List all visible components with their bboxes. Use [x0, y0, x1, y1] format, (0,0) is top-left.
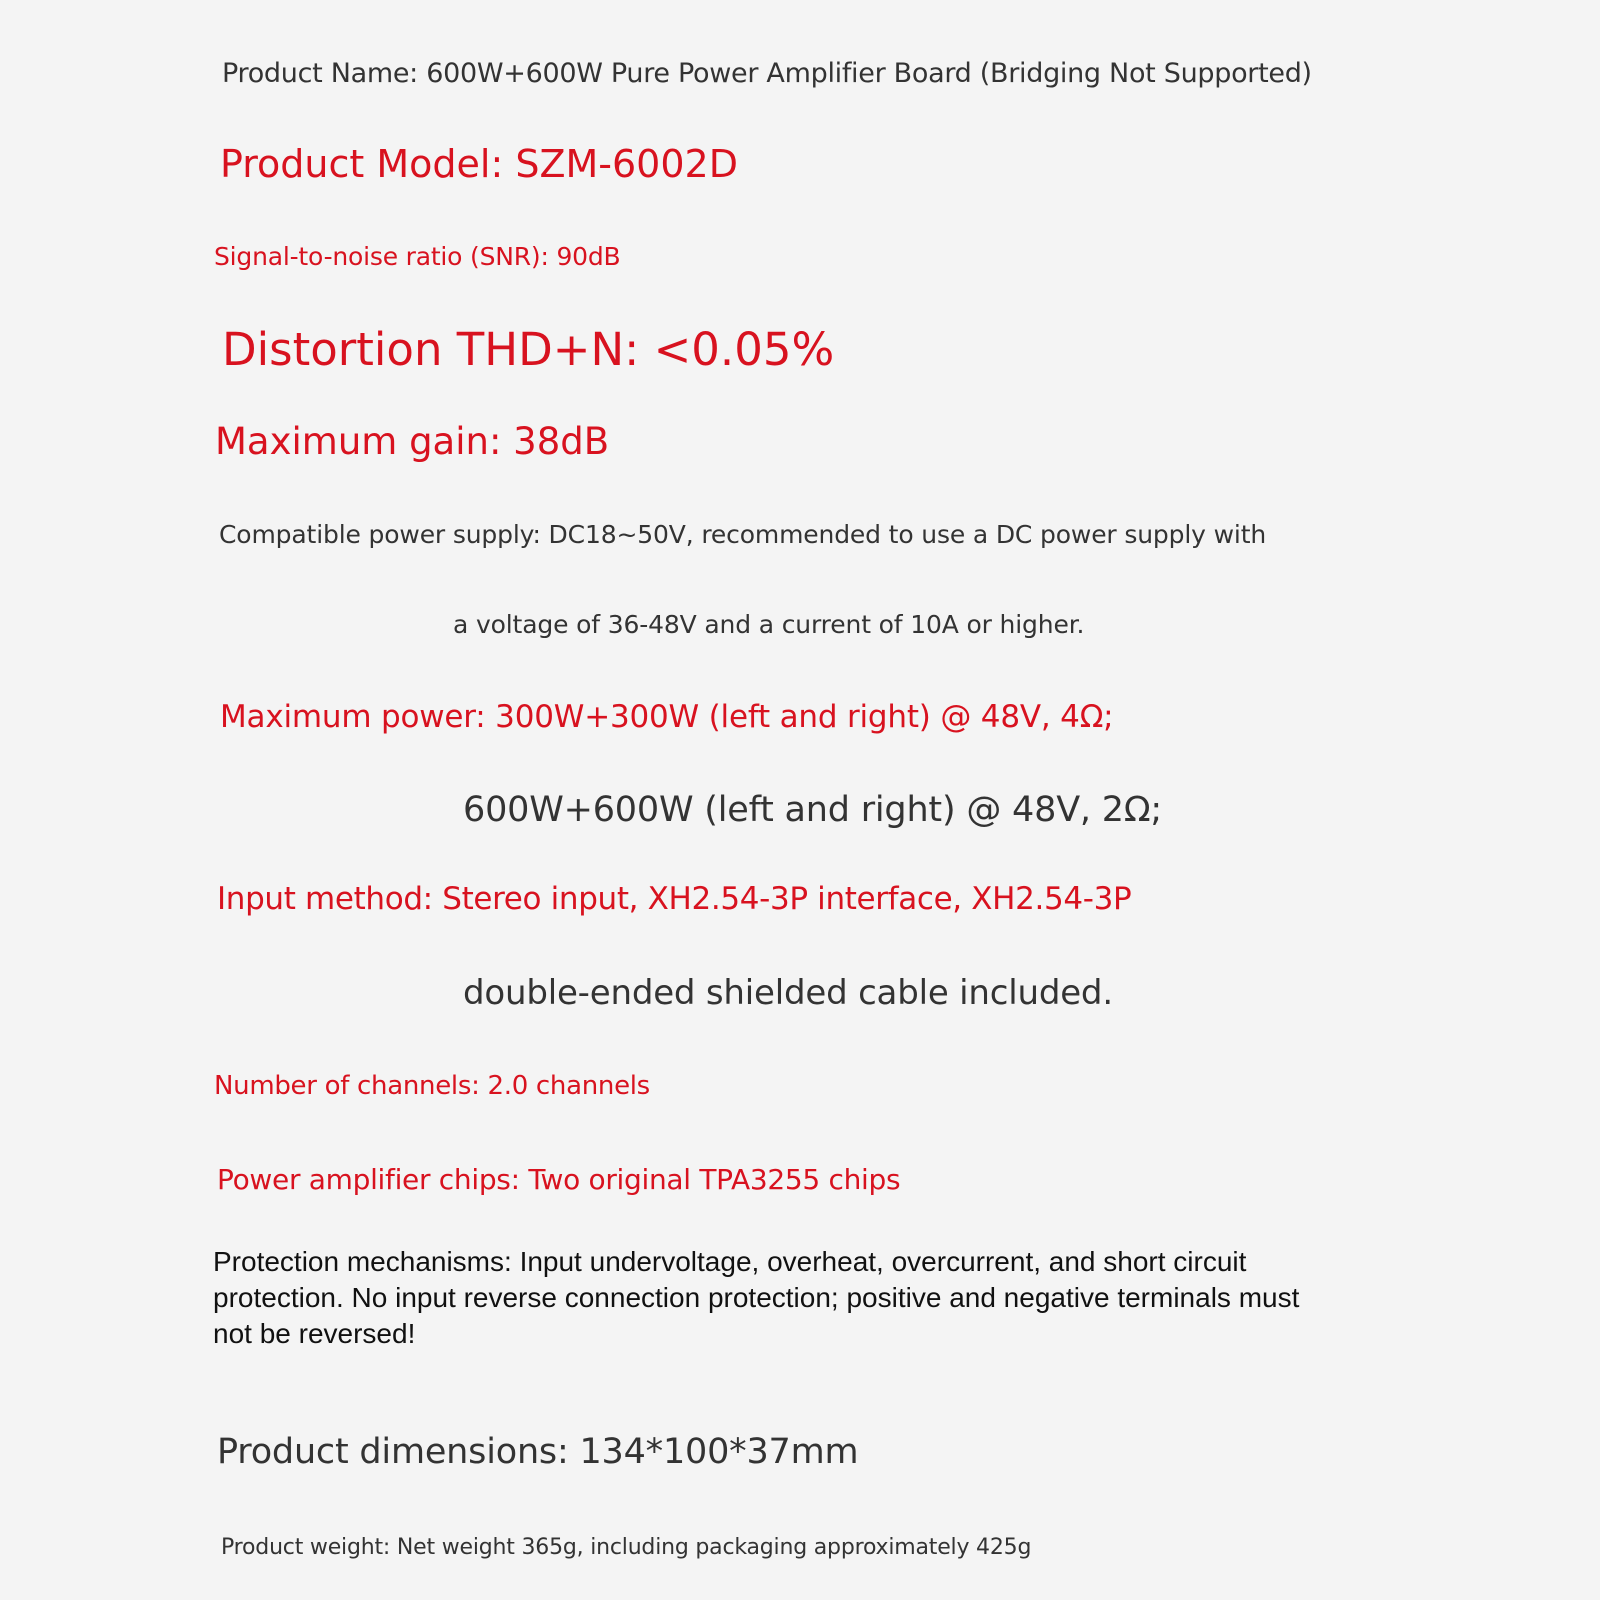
- input-method-line-2: double-ended shielded cable included.: [463, 973, 1113, 1013]
- channels-line: Number of channels: 2.0 channels: [214, 1071, 650, 1101]
- power-supply-line-1: Compatible power supply: DC18~50V, recommended to use a DC power supply with: [219, 520, 1267, 549]
- dimensions-line: Product dimensions: 134*100*37mm: [217, 1432, 859, 1472]
- max-power-line-1: Maximum power: 300W+300W (left and right) @ 48V, 4Ω;: [220, 699, 1114, 735]
- product-name-line: Product Name: 600W+600W Pure Power Amplifier Board (Bridging Not Supported): [222, 58, 1312, 89]
- protection-paragraph: Protection mechanisms: Input undervoltage, overheat, overcurrent, and short circuit protection. No input reverse connection protection; positive and negative terminals must not be reversed!: [213, 1246, 1300, 1349]
- snr-line: Signal-to-noise ratio (SNR): 90dB: [214, 242, 621, 271]
- max-power-line-2: 600W+600W (left and right) @ 48V, 2Ω;: [463, 790, 1162, 830]
- input-method-line-1: Input method: Stereo input, XH2.54-3P interface, XH2.54-3P: [217, 881, 1132, 917]
- amp-chips-line: Power amplifier chips: Two original TPA3255 chips: [217, 1163, 901, 1196]
- weight-line: Product weight: Net weight 365g, including packaging approximately 425g: [221, 1535, 1032, 1560]
- distortion-line: Distortion THD+N: <0.05%: [222, 323, 835, 376]
- max-gain-line: Maximum gain: 38dB: [215, 420, 610, 463]
- power-supply-line-2: a voltage of 36-48V and a current of 10A or higher.: [453, 610, 1085, 639]
- product-model-line: Product Model: SZM-6002D: [220, 142, 738, 186]
